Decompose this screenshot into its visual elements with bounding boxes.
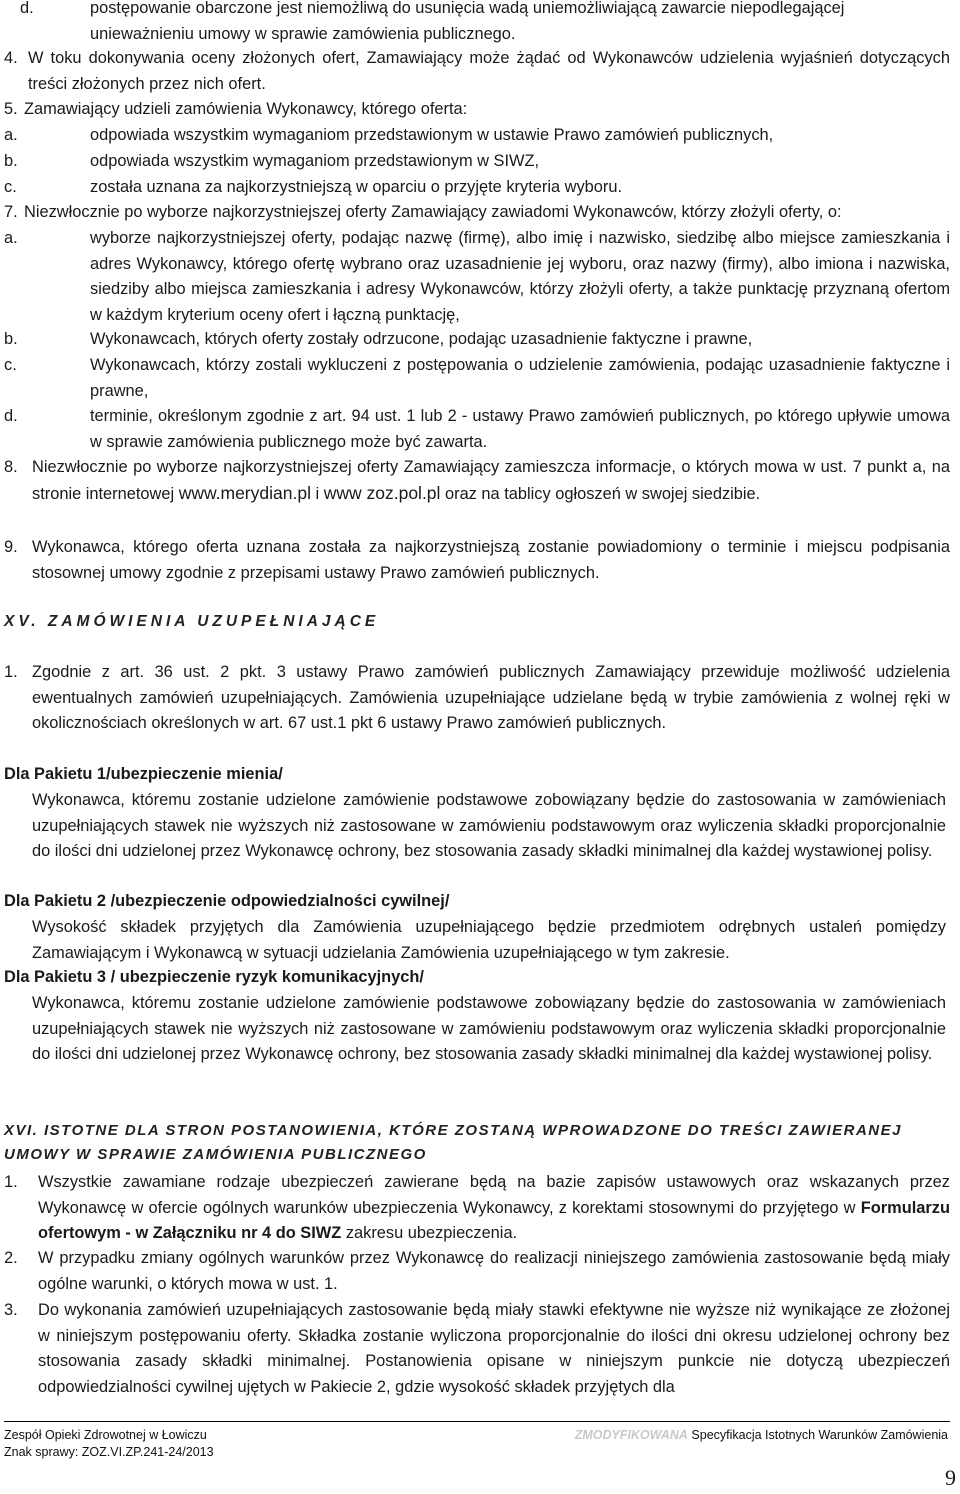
paragraph-text: Do wykonania zamówień uzupełniających zastosowanie będą miały stawki efektywne nie wyższe niż wynikające ze złożonej w niniejszym postępowaniu oferty. Składka zostanie wyliczona proporcjonalnie do ilości dni okresu udzielonej ochrony bez stosowania zasady składki minimalnej. Postanowienia opisane w niniejszym punkcie nie dotyczą ubezpieczeń odpowiedzialności cywilnej ujętych w Pakiecie 2, gdzie wysokość składek przyjętych dla — [38, 1301, 950, 1396]
list-item-text: odpowiada wszystkim wymaganiom przedstawionym w ustawie Prawo zamówień publicznych, — [90, 126, 774, 144]
list-marker: 1. — [4, 1173, 18, 1191]
website-link-merydian[interactable]: www.merydian.pl — [178, 482, 311, 503]
list-item-text: została uznana za najkorzystniejszą w oparciu o przyjęte kryteria wyboru. — [90, 178, 623, 196]
paragraph-5 — [4, 97, 950, 123]
list-item-7c — [4, 353, 950, 404]
list-marker: 7. — [4, 203, 18, 221]
list-marker: d. — [4, 407, 18, 425]
paragraph-text: Niezwłocznie po wyborze najkorzystniejszej oferty Zamawiający zamieszcza informacje, o których mowa w ust. 7 punkt a, na stronie internetowej www.merydian.pl i www zoz.pol.pl oraz na tablicy ogłoszeń w swojej siedzibie. — [32, 458, 950, 503]
paragraph-text: Zgodnie z art. 36 ust. 2 pkt. 3 ustawy Prawo zamówień publicznych Zamawiający przewiduje możliwość udzielenia ewentualnych zamówień uzupełniających. Zamówienia uzupełniające udzielane będą w trybie zamówienia z wolnej ręki w okolicznościach określonych w art. 67 ust.1 pkt 6 ustawy Prawo zamówień publicznych. — [32, 663, 950, 732]
list-marker: 2. — [4, 1249, 18, 1267]
list-marker: a. — [4, 126, 18, 144]
paragraph-8 — [4, 455, 950, 507]
list-item-5c — [4, 175, 950, 201]
pakiet-3-text: Wykonawca, któremu zostanie udzielone zamówienie podstawowe zobowiązany będzie do zastosowania w zamówieniach uzupełniających stawek nie wyższych niż zastosowane w zamówieniu podstawowym oraz wyliczenia składki proporcjonalnie do ilości dni udzielonej przez Wykonawcę ochrony, bez stosowania zasady składki minimalnej dla każdej wystawionej polisy. — [32, 994, 946, 1063]
paragraph-7 — [4, 200, 954, 226]
footer-organization: Zespół Opieki Zdrowotnej w Łowiczu — [4, 1428, 207, 1442]
list-marker: a. — [4, 229, 18, 247]
list-marker: 5. — [4, 100, 18, 118]
list-item-7d — [4, 404, 950, 455]
list-item-text: wyborze najkorzystniejszej oferty, podając nazwę (firmę), albo imię i nazwisko, siedzibę albo miejsce zamieszkania i adres Wykonawcy, którego ofertę wybrano oraz uzasadnienie jej wyboru, oraz nazwy (firmy), albo imiona i nazwiska, siedziby albo miejsca zamieszkania i adresy Wykonawców, którzy złożyli oferty, a także punktację przyznaną ofertom w każdym kryterium oceny ofert i łączną punktację, — [90, 229, 950, 324]
footer-spec-title: Specyfikacja Istotnych Warunków Zamówienia — [687, 1428, 948, 1442]
section-xv-paragraph-1 — [4, 660, 950, 737]
list-marker: 4. — [4, 49, 18, 67]
pakiet-2-text: Wysokość składek przyjętych dla Zamówienia uzupełniającego będzie przedmiotem odrębnych ustaleń pomiędzy Zamawiającym i Wykonawcą w sytuacji udzielania Zamówienia uzupełniającego w tym zakresie. — [32, 918, 946, 962]
paragraph-text: W toku dokonywania oceny złożonych ofert, Zamawiający może żądać od Wykonawców udzielenia wyjaśnień dotyczących treści złożonych przez nich ofert. — [28, 49, 950, 93]
list-marker: c. — [4, 356, 17, 374]
section-xvi-paragraph-1 — [4, 1170, 950, 1247]
pakiet-2-title: Dla Pakietu 2 /ubezpieczenie odpowiedzialności cywilnej/ — [4, 892, 450, 910]
list-item-5a — [4, 123, 950, 149]
list-item-7a — [4, 226, 950, 328]
pakiet-1-text: Wykonawca, któremu zostanie udzielone zamówienie podstawowe zobowiązany będzie do zastosowania w zamówieniach uzupełniających stawek nie wyższych niż zastosowane w zamówieniu podstawowym oraz wyliczenia składki proporcjonalnie do ilości dni udzielonej przez Wykonawcę ochrony, bez stosowania zasady składki minimalnej dla każdej wystawionej polisy. — [32, 791, 946, 860]
section-heading-xv: XV. ZAMÓWIENIA UZUPEŁNIAJĄCE — [4, 613, 380, 630]
list-item-text: odpowiada wszystkim wymaganiom przedstawionym w SIWZ, — [90, 152, 540, 170]
list-item-text: postępowanie obarczone jest niemożliwą do usunięcia wadą uniemożliwiającą zawarcie niepodlegającej unieważnieniu umowy w sprawie zamówienia publicznego. — [90, 0, 845, 43]
footer-right — [575, 1427, 948, 1444]
list-marker: d. — [20, 0, 34, 17]
list-marker: b. — [4, 330, 18, 348]
website-link-zoz[interactable]: www zoz.pol.pl — [323, 482, 441, 503]
list-marker: 8. — [4, 458, 18, 476]
paragraph-text: Zamawiający udzieli zamówienia Wykonawcy, którego oferta: — [24, 100, 468, 118]
modified-label: ZMODYFIKOWANA — [574, 1428, 688, 1442]
footer-left — [4, 1427, 214, 1461]
list-item-5b — [4, 149, 950, 175]
list-marker: 3. — [4, 1301, 18, 1319]
list-marker: 9. — [4, 538, 18, 556]
paragraph-text: Wszystkie zawamiane rodzaje ubezpieczeń zawierane będą na bazie zapisów ustawowych oraz wskazanych przez Wykonawcę w ofercie ogólnych warunków ubezpieczenia Wykonawcy, z korektami stosownymi do przyjętego w Formularzu ofertowym - w Załączniku nr 4 do SIWZ zakresu ubezpieczenia. — [38, 1173, 950, 1242]
pakiet-3-title: Dla Pakietu 3 / ubezpieczenie ryzyk komunikacyjnych/ — [4, 968, 424, 986]
section-heading-xvi: XVI. ISTOTNE DLA STRON POSTANOWIENIA, KTÓRE ZOSTANĄ WPROWADZONE DO TREŚCI ZAWIERANEJ UMOWY W SPRAWIE ZAMÓWIENIA PUBLICZNEGO — [4, 1122, 902, 1163]
page-number: 9 — [945, 1465, 956, 1490]
list-marker: b. — [4, 152, 18, 170]
paragraph-text: Wykonawca, którego oferta uznana została za najkorzystniejszą zostanie powiadomiony o terminie i miejscu podpisania stosownej umowy zgodnie z przepisami ustawy Prawo zamówień publicznych. — [32, 538, 950, 582]
list-item-text: Wykonawcach, którzy zostali wykluczeni z postępowania o udzielenie zamówienia, podając uzasadnienie faktyczne i prawne, — [90, 356, 950, 400]
paragraph-9 — [4, 535, 950, 586]
section-xvi-paragraph-2 — [4, 1246, 950, 1297]
paragraph-text: Niezwłocznie po wyborze najkorzystniejszej oferty Zamawiający zawiadomi Wykonawców, którzy złożyli oferty, o: — [24, 203, 842, 221]
list-item-d-top — [20, 0, 950, 47]
paragraph-text: W przypadku zmiany ogólnych warunków przez Wykonawcę do realizacji niniejszego zamówienia zastosowanie będą miały ogólne warunki, o których mowa w ust. 1. — [38, 1249, 950, 1293]
list-item-7b — [4, 327, 950, 353]
section-xvi-paragraph-3 — [4, 1298, 950, 1400]
paragraph-4 — [4, 46, 950, 97]
list-marker: c. — [4, 178, 17, 196]
list-item-text: terminie, określonym zgodnie z art. 94 ust. 1 lub 2 - ustawy Prawo zamówień publicznych, po którego upływie umowa w sprawie zamówienia publicznego może być zawarta. — [90, 407, 950, 451]
footer-divider — [4, 1421, 950, 1422]
list-item-text: Wykonawcach, których oferty zostały odrzucone, podając uzasadnienie faktyczne i prawne, — [90, 330, 753, 348]
pakiet-1-title: Dla Pakietu 1/ubezpieczenie mienia/ — [4, 765, 283, 783]
list-marker: 1. — [4, 663, 18, 681]
footer-case-number: Znak sprawy: ZOZ.VI.ZP.241-24/2013 — [4, 1445, 214, 1459]
